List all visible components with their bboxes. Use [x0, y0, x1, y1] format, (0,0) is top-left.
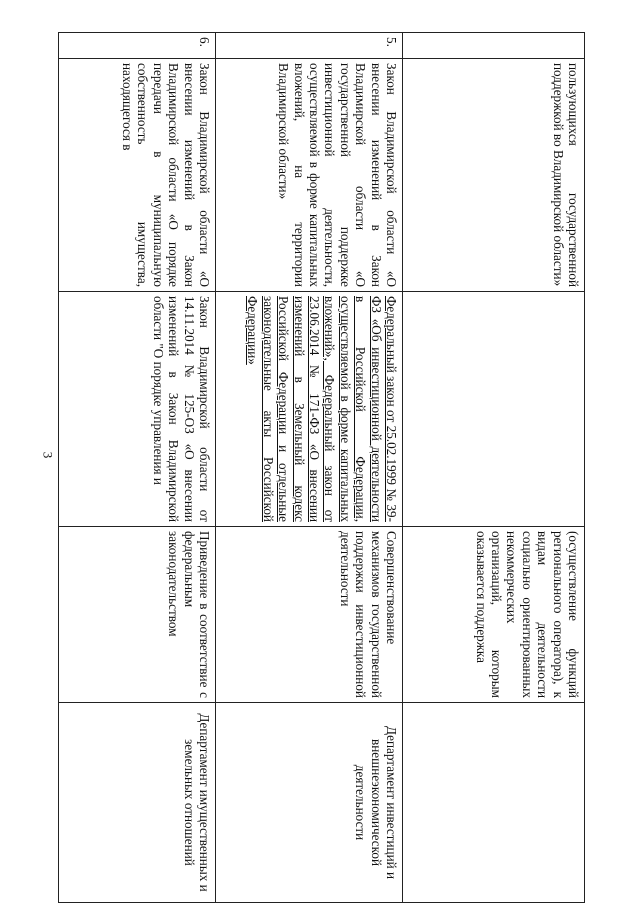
row-number	[403, 33, 585, 59]
goal-cell: (осуществление функций регионального оператора), к видам деятельности социально ориентированных некоммерческих организаций, которым оказывается поддержка	[403, 527, 585, 703]
table-row	[216, 33, 403, 903]
federal-basis-cell: Федеральный закон от 25.02.1999 № 39-ФЗ «Об инвестиционной деятельности в Российской Федерации, осуществляемой в форме капитальных вложений», Федеральный закон от 23.06.2014 № 171-ФЗ «О внесении изменений в Земельный кодекс Российской Федерации и отдельные законодательные акты Российской Федерации»	[216, 292, 403, 527]
row-number: 6.	[59, 33, 216, 59]
table-row	[59, 33, 216, 903]
department-cell: Департамент инвестиций и внешнеэкономической деятельности	[216, 703, 403, 903]
legislation-table	[60, 32, 585, 902]
department-cell: Департамент имущественных и земельных отношений	[59, 703, 216, 903]
federal-basis-cell: Закон Владимирской области от 14.11.2014 № 125-ОЗ «О внесении изменений в Закон Владимирской области "О порядке управления и	[59, 292, 216, 527]
page-number: 3	[40, 451, 56, 459]
goal-cell: Совершенствование механизмов государственной поддержки инвестиционной деятельности	[216, 527, 403, 703]
department-cell	[403, 703, 585, 903]
law-title-cell: пользующихся государственной поддержкой во Владимирской области»	[403, 59, 585, 292]
rotated-table-container	[60, 32, 585, 902]
table-row	[403, 33, 585, 903]
goal-cell: Приведение в соответствие с федеральным законодательством	[59, 527, 216, 703]
federal-basis-cell	[403, 292, 585, 527]
law-title-cell: Закон Владимирской области «О внесении изменений в Закон Владимирской области «О государственной поддержке инвестиционной деятельности, осуществляемой в форме капитальных вложений, на территории Владимирской области»	[216, 59, 403, 292]
row-number: 5.	[216, 33, 403, 59]
law-title-cell: Закон Владимирской области «О внесении изменений в Закон Владимирской области «О порядке передачи в муниципальную собственность имущества, находящегося в	[59, 59, 216, 292]
